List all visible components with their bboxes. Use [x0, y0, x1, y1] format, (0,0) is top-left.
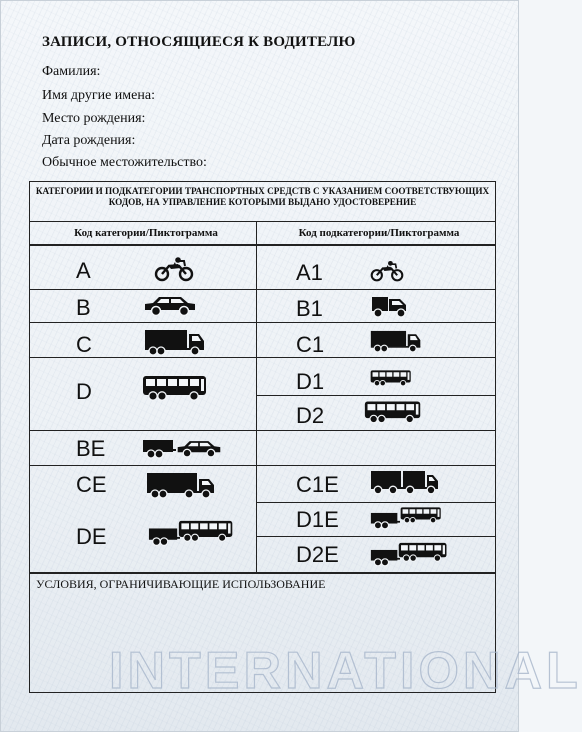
category-code-a: A [76, 258, 91, 283]
bus-trailer-icon [178, 517, 234, 545]
car-icon [142, 294, 198, 316]
motorcycle-icon [154, 256, 194, 282]
light-truck-icon [370, 329, 422, 353]
conditions-title: УСЛОВИЯ, ОГРАНИЧИВАЮЩИЕ ИСПОЛЬЗОВАНИЕ [36, 577, 326, 591]
subcategory-code-c1e: C1E [296, 472, 339, 497]
column-header-category: Код категории/Пиктограмма [74, 227, 218, 239]
subcategory-code-d2e: D2E [296, 542, 339, 567]
categories-table-header: КАТЕГОРИИ И ПОДКАТЕГОРИИ ТРАНСПОРТНЫХ СРЕДСТВ С УКАЗАНИЕМ СООТВЕТСТВУЮЩИХ КОДОВ, НА УПРАВЛЕНИЕ КОТОРЫМИ ВЫДАНО УДОСТОВЕРЕНИЕ [30, 182, 495, 222]
subcategory-code-d1: D1 [296, 369, 325, 394]
small-bus-icon [364, 399, 422, 425]
subcategory-code-a1: A1 [296, 260, 323, 285]
watermark-text: INTERNATIONAL [109, 642, 582, 700]
field-surname: Фамилия: [42, 64, 101, 79]
subcategory-code-b1: B1 [296, 296, 323, 321]
trailer-icon [370, 546, 400, 568]
subcategory-code-c1: C1 [296, 332, 325, 357]
table-row-divider [257, 502, 495, 503]
table-column-divider [256, 222, 257, 574]
trailer-icon [148, 525, 180, 547]
categories-table [29, 181, 496, 573]
field-birth-date: Дата рождения: [42, 133, 136, 148]
document-title: ЗАПИСИ, ОТНОСЯЩИЕСЯ К ВОДИТЕЛЮ [42, 34, 356, 50]
table-row-divider [30, 465, 495, 466]
table-row-divider [257, 395, 495, 396]
truck-icon [144, 328, 206, 356]
table-row-divider [257, 536, 495, 537]
table-row-divider [30, 357, 495, 358]
category-code-c: C [76, 332, 92, 357]
car-trailer-icon [176, 438, 222, 458]
motor-tricycle-icon [370, 293, 410, 319]
field-birth-place: Место рождения: [42, 111, 146, 126]
category-code-ce: CE [76, 472, 107, 497]
bus-icon [142, 374, 208, 402]
field-given-names: Имя другие имена: [42, 88, 155, 103]
table-row-divider [30, 245, 495, 246]
trailer-icon [142, 437, 176, 459]
subcategory-code-d2: D2 [296, 403, 325, 428]
minibus-trailer-icon [400, 503, 442, 527]
category-code-be: BE [76, 436, 106, 461]
light-motorcycle-icon [370, 260, 404, 282]
column-header-subcategory: Код подкатегории/Пиктограмма [298, 227, 460, 239]
subcategory-code-d1e: D1E [296, 507, 339, 532]
category-code-d: D [76, 379, 92, 404]
trailer-icon [370, 509, 400, 531]
small-bus-trailer-icon [398, 539, 448, 565]
truck-trailer-icon [146, 470, 218, 500]
category-code-b: B [76, 295, 91, 320]
field-residence: Обычное местожительство: [42, 155, 207, 170]
minibus-icon [370, 366, 412, 390]
table-row-divider [30, 430, 495, 431]
table-row-divider [30, 289, 495, 290]
table-row-divider [30, 322, 495, 323]
category-code-de: DE [76, 524, 107, 549]
light-truck-trailer-icon [370, 468, 440, 496]
